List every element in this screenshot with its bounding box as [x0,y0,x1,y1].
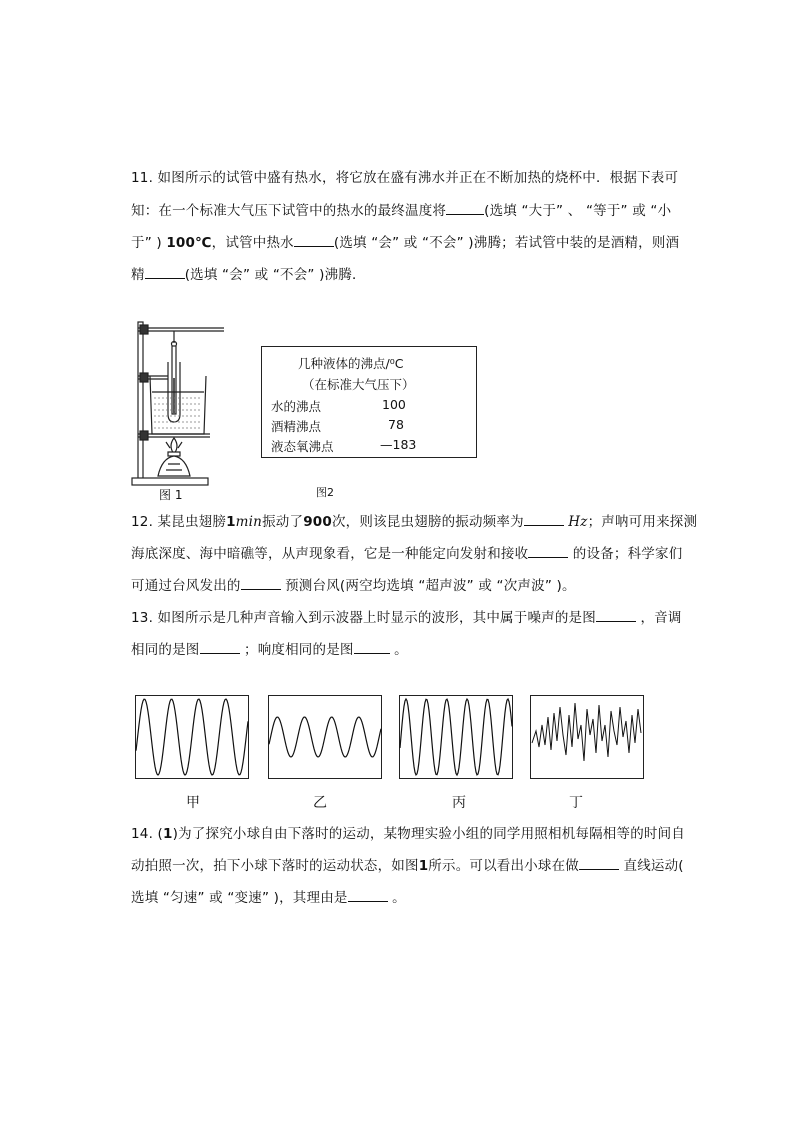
q12-text: 可通过台风发出的 [131,578,241,594]
q11-line-1 [131,166,678,186]
answer-blank[interactable] [241,576,281,590]
waveform-label-bing: 丙 [452,795,466,811]
q13-text: 13. 如图所示是几种声音输入到示波器上时显示的波形，其中属于噪声的是图 [131,610,596,626]
table-subtitle: （在标准大气压下） [302,377,415,392]
answer-blank[interactable] [294,233,334,247]
q12-line-1 [131,510,697,530]
waveform-yi [268,695,382,779]
q13-line-1 [131,606,682,626]
q14-text: 直线运动( [619,858,684,874]
q11-text: (选填 “会” 或 “不会” )沸腾． [184,267,366,283]
q14-line-2 [131,854,684,874]
q14-text: 所示。可以看出小球在做 [428,858,579,874]
answer-blank[interactable] [200,640,240,654]
q11-text: (选填 “会” 或 “不会” )沸腾；若试管中装的是酒精，则酒 [333,235,680,251]
answer-blank[interactable] [524,512,564,526]
q11-line-3 [131,231,679,251]
table-row-value: —183 [380,437,417,452]
table-row-name: 液态氧沸点 [271,439,334,454]
q11-text: 11. 如图所示的试管中盛有热水，将它放在盛有沸水并正在不断加热的烧杯中．根据下表可 [131,170,679,186]
answer-blank[interactable] [348,888,388,902]
answer-blank[interactable] [145,265,185,279]
q14-number: 1 [163,826,173,842]
waveform-label-yi: 乙 [313,795,327,811]
q14-text: 。 [387,890,406,906]
q13-text: ；响度相同的是图 [239,642,354,658]
q12-count: 900 [303,514,332,530]
q14-text: 选填 “匀速” 或 “变速” )，其理由是 [131,890,348,906]
q13-text: 。 [389,642,408,658]
table-row-name: 水的沸点 [271,399,322,414]
q14-text: 动拍照一次，拍下小球下落时的运动状态，如图 [131,858,419,874]
q12-unit: min [235,514,263,530]
q12-text: 12. 某昆虫翅膀 [131,514,227,530]
q13-text: 相同的是图 [131,642,200,658]
q14-number: 1 [418,858,429,874]
waveform-jia [135,695,249,779]
figure1-caption: 图 1 [159,488,183,502]
q14-text: )为了探究小球自由下落时的运动，某物理实验小组的同学用照相机每隔相等的时间自 [172,826,685,842]
waveform-label-jia: 甲 [186,795,200,811]
q12-text: 预测台风(两空均选填 “超声波” 或 “次声波” )。 [280,578,576,594]
q14-text: 14. ( [131,826,164,842]
temperature-value: 100℃ [166,235,212,251]
q12-text: 振动了 [262,514,304,530]
q11-text: 知：在一个标准大气压下试管中的热水的最终温度将 [131,203,447,219]
q12-text: ；声呐可用来探测 [587,514,698,530]
q13-text: ，音调 [635,610,682,626]
q12-text: 次，则该昆虫翅膀的振动频率为 [331,514,524,530]
q12-number: 1 [226,514,236,530]
q14-line-3 [131,886,406,906]
table-row-name: 酒精沸点 [271,419,322,434]
q12-text: 海底深度、海中暗礁等，从声现象看，它是一种能定向发射和接收 [131,546,529,562]
q12-text: 的设备；科学家们 [568,546,683,562]
q11-text: 于” ) [131,235,167,251]
q12-line-3 [131,574,576,594]
waveform-ding [530,695,644,779]
table-row-value: 100 [382,397,406,412]
q11-line-4 [131,263,366,283]
q12-hz: Hz [568,514,588,530]
answer-blank[interactable] [596,608,636,622]
answer-blank[interactable] [446,201,484,215]
figure2-caption: 图2 [316,486,334,499]
answer-blank[interactable] [528,544,568,558]
q14-line-1 [131,822,685,842]
table-row-value: 78 [388,417,404,432]
waveform-bing [399,695,513,779]
q11-text: ，试管中热水 [211,235,294,251]
q11-text: 精 [131,267,145,283]
q11-text: (选填 “大于” 、 “等于” 或 “小 [484,203,672,219]
q13-line-2 [131,638,408,658]
q12-line-2 [131,542,682,562]
table-title: 几种液体的沸点/⁰C [298,356,404,371]
boiling-point-table [261,346,477,458]
answer-blank[interactable] [579,856,619,870]
answer-blank[interactable] [354,640,390,654]
apparatus-figure [128,318,228,488]
waveform-label-ding: 丁 [569,795,583,811]
q11-line-2 [131,199,671,219]
